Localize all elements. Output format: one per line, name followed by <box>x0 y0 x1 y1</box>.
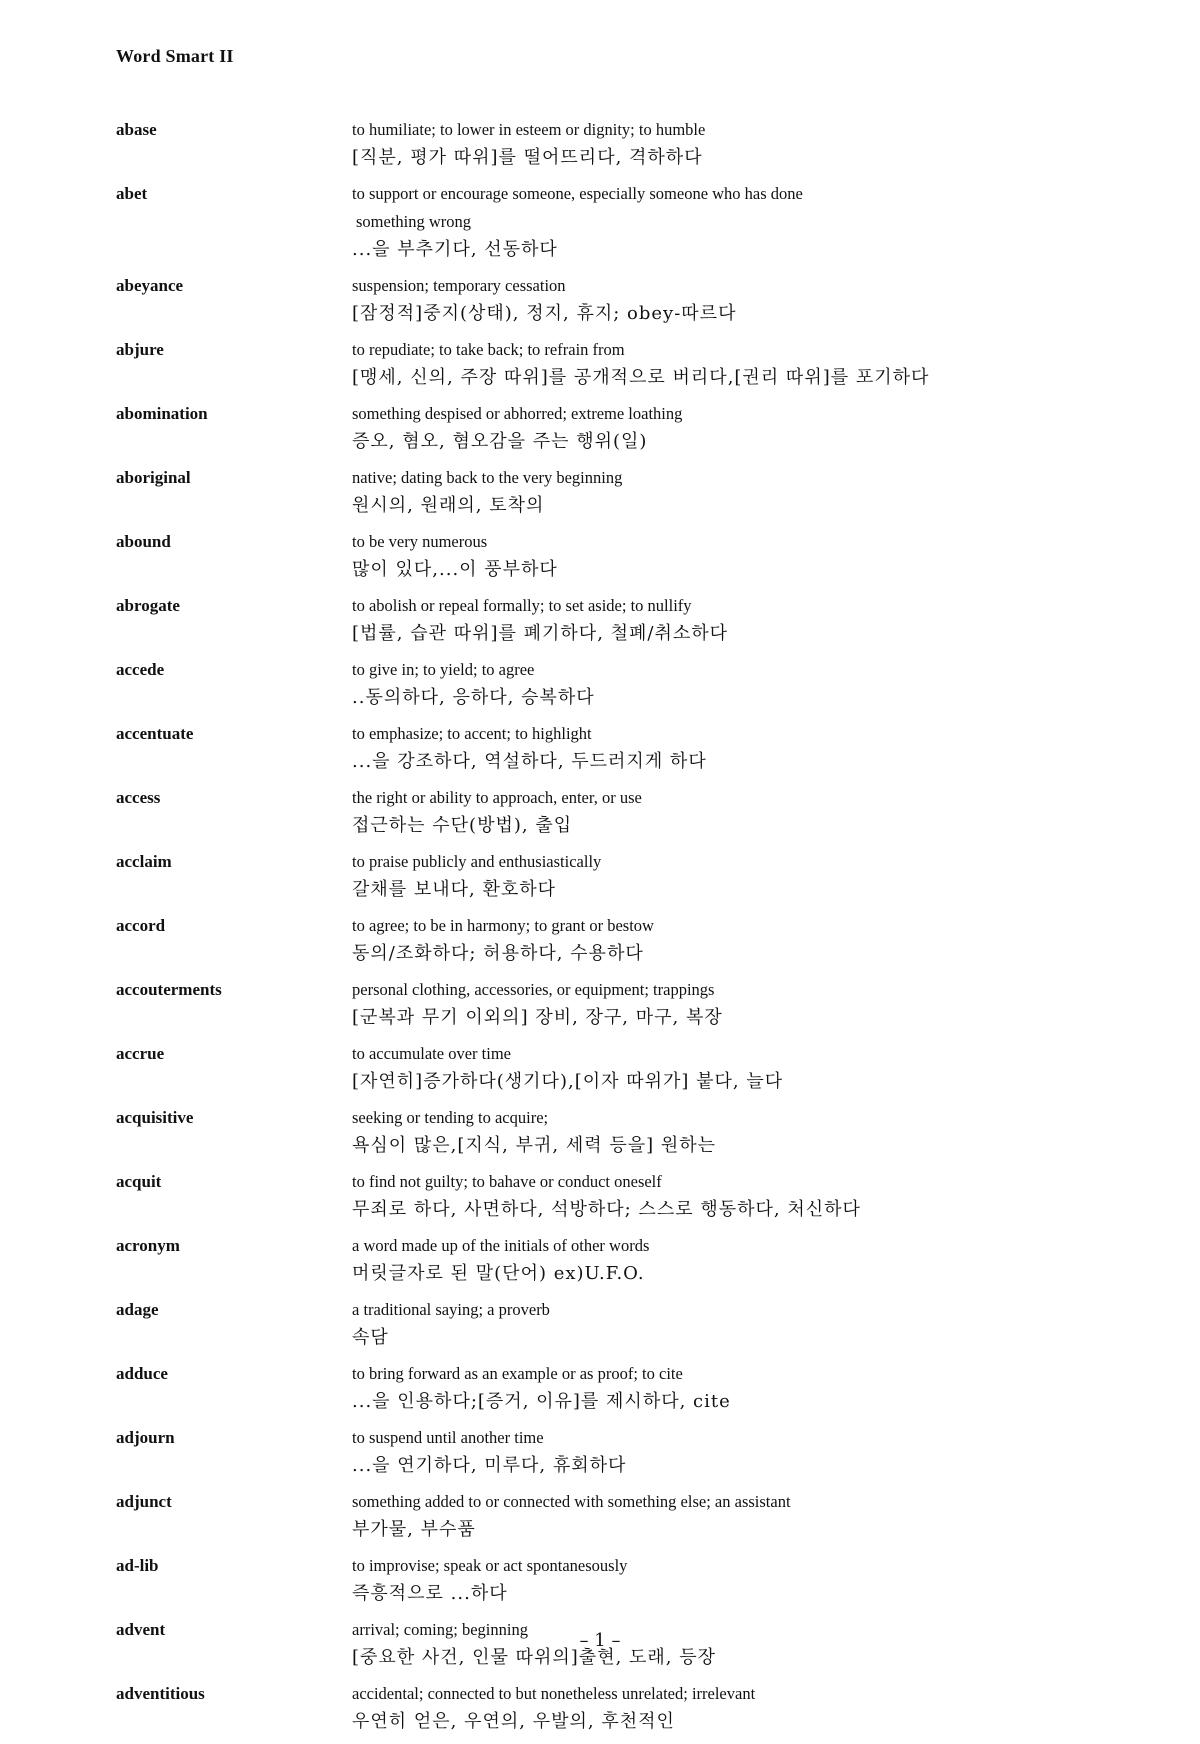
entry-acquit <box>116 1168 1116 1224</box>
entry-term: acclaim <box>116 852 172 871</box>
entry-adjourn <box>116 1424 1116 1480</box>
entry-access <box>116 784 1116 840</box>
korean-definition: ..동의하다, 응하다, 승복하다 <box>352 687 595 708</box>
entry-term: advent <box>116 1620 166 1639</box>
korean-definition: 접근하는 수단(방법), 출입 <box>352 815 573 836</box>
entry-term: accouterments <box>116 980 222 999</box>
entry-term: abound <box>116 532 171 551</box>
english-definition: to improvise; speak or act spontanesously <box>352 1556 628 1575</box>
korean-definition: 원시의, 원래의, 토착의 <box>352 495 545 516</box>
entry-term: acronym <box>116 1236 180 1255</box>
entry-term: access <box>116 788 161 807</box>
entry-abound <box>116 528 1116 584</box>
entry-aboriginal <box>116 464 1116 520</box>
korean-definition: 무죄로 하다, 사면하다, 석방하다; 스스로 행동하다, 처신하다 <box>352 1199 861 1220</box>
entry-definition <box>352 848 1116 904</box>
entry-accentuate <box>116 720 1116 776</box>
english-definition: to suspend until another time <box>352 1428 544 1447</box>
entry-adduce <box>116 1360 1116 1416</box>
entry-definition <box>352 1104 1116 1160</box>
entry-term: adjunct <box>116 1492 172 1511</box>
entry-definition <box>352 180 1116 264</box>
entry-term: abomination <box>116 404 208 423</box>
entry-list <box>116 116 1116 1744</box>
entry-term: acquit <box>116 1172 162 1191</box>
entry-definition <box>352 116 1116 172</box>
entry-definition <box>352 1552 1116 1608</box>
english-definition-continued: something wrong <box>356 212 472 231</box>
entry-accouterments <box>116 976 1116 1032</box>
korean-definition: 갈채를 보내다, 환호하다 <box>352 879 557 900</box>
entry-term: adduce <box>116 1364 168 1383</box>
entry-term: abet <box>116 184 148 203</box>
korean-definition: 욕심이 많은,[지식, 부귀, 세력 등을] 원하는 <box>352 1135 717 1156</box>
entry-definition <box>352 976 1116 1032</box>
entry-definition <box>352 1168 1116 1224</box>
korean-definition: [잠정적]중지(상태), 정지, 휴지; obey-따르다 <box>352 303 737 324</box>
entry-term: acquisitive <box>116 1108 194 1127</box>
english-definition: accidental; connected to but nonetheless unrelated; irrelevant <box>352 1684 756 1703</box>
english-definition: to humiliate; to lower in esteem or dignity; to humble <box>352 120 706 139</box>
entry-definition <box>352 1040 1116 1096</box>
entry-definition <box>352 912 1116 968</box>
entry-accede <box>116 656 1116 712</box>
entry-term: abrogate <box>116 596 180 615</box>
entry-acclaim <box>116 848 1116 904</box>
korean-definition: [자연히]증가하다(생기다),[이자 따위가] 붙다, 늘다 <box>352 1071 784 1092</box>
entry-definition <box>352 1488 1116 1544</box>
korean-definition: [군복과 무기 이외의] 장비, 장구, 마구, 복장 <box>352 1007 723 1028</box>
english-definition: native; dating back to the very beginning <box>352 468 623 487</box>
english-definition: to find not guilty; to bahave or conduct oneself <box>352 1172 662 1191</box>
korean-definition: 부가물, 부수품 <box>352 1519 476 1540</box>
english-definition: to support or encourage someone, especially someone who has done <box>352 184 803 203</box>
english-definition: a traditional saying; a proverb <box>352 1300 550 1319</box>
korean-definition: 우연히 얻은, 우연의, 우발의, 후천적인 <box>352 1711 675 1732</box>
entry-definition <box>352 1360 1116 1416</box>
english-definition: to give in; to yield; to agree <box>352 660 535 679</box>
entry-term: accrue <box>116 1044 165 1063</box>
entry-definition <box>352 464 1116 520</box>
entry-acronym <box>116 1232 1116 1288</box>
entry-definition <box>352 528 1116 584</box>
korean-definition: 많이 있다,...이 풍부하다 <box>352 559 558 580</box>
english-definition: to repudiate; to take back; to refrain from <box>352 340 625 359</box>
korean-definition: ...을 인용하다;[증거, 이유]를 제시하다, cite <box>352 1391 731 1412</box>
english-definition: seeking or tending to acquire; <box>352 1108 549 1127</box>
entry-definition <box>352 1296 1116 1352</box>
english-definition: the right or ability to approach, enter, or use <box>352 788 642 807</box>
entry-ad-lib <box>116 1552 1116 1608</box>
entry-adage <box>116 1296 1116 1352</box>
entry-adjunct <box>116 1488 1116 1544</box>
english-definition: to emphasize; to accent; to highlight <box>352 724 592 743</box>
english-definition: personal clothing, accessories, or equipment; trappings <box>352 980 715 999</box>
entry-term: ad-lib <box>116 1556 159 1575</box>
korean-definition: [법률, 습관 따위]를 폐기하다, 철폐/취소하다 <box>352 623 729 644</box>
english-definition: arrival; coming; beginning <box>352 1620 528 1639</box>
korean-definition: [직분, 평가 따위]를 떨어뜨리다, 격하하다 <box>352 147 703 168</box>
entry-term: accede <box>116 660 165 679</box>
english-definition: to agree; to be in harmony; to grant or bestow <box>352 916 654 935</box>
english-definition: to accumulate over time <box>352 1044 511 1063</box>
entry-definition <box>352 272 1116 328</box>
entry-definition <box>352 400 1116 456</box>
entry-term: abjure <box>116 340 164 359</box>
korean-definition: 동의/조화하다; 허용하다, 수용하다 <box>352 943 644 964</box>
entry-definition <box>352 784 1116 840</box>
english-definition: to be very numerous <box>352 532 488 551</box>
entry-adventitious <box>116 1680 1116 1736</box>
entry-term: accentuate <box>116 724 194 743</box>
korean-definition: 즉흥적으로 ...하다 <box>352 1583 508 1604</box>
entry-term: adage <box>116 1300 159 1319</box>
entry-abeyance <box>116 272 1116 328</box>
entry-definition <box>352 592 1116 648</box>
english-definition: to praise publicly and enthusiastically <box>352 852 602 871</box>
english-definition: a word made up of the initials of other words <box>352 1236 650 1255</box>
english-definition: something added to or connected with something else; an assistant <box>352 1492 791 1511</box>
entry-definition <box>352 1680 1116 1736</box>
entry-accord <box>116 912 1116 968</box>
entry-acquisitive <box>116 1104 1116 1160</box>
korean-definition: [맹세, 신의, 주장 따위]를 공개적으로 버리다,[권리 따위]를 포기하다 <box>352 367 930 388</box>
english-definition: to abolish or repeal formally; to set aside; to nullify <box>352 596 692 615</box>
entry-term: aboriginal <box>116 468 191 487</box>
korean-definition: 증오, 혐오, 혐오감을 주는 행위(일) <box>352 431 648 452</box>
korean-definition: ...을 부추기다, 선동하다 <box>352 239 558 260</box>
entry-abomination <box>116 400 1116 456</box>
english-definition: to bring forward as an example or as proof; to cite <box>352 1364 683 1383</box>
korean-definition: ...을 연기하다, 미루다, 휴회하다 <box>352 1455 627 1476</box>
entry-definition <box>352 1232 1116 1288</box>
korean-definition: [중요한 사건, 인물 따위의]출현, 도래, 등장 <box>352 1647 717 1668</box>
entry-abjure <box>116 336 1116 392</box>
entry-definition <box>352 720 1116 776</box>
entry-term: adventitious <box>116 1684 205 1703</box>
entry-definition <box>352 656 1116 712</box>
entry-definition <box>352 336 1116 392</box>
korean-definition: ...을 강조하다, 역설하다, 두드러지게 하다 <box>352 751 707 772</box>
entry-term: abeyance <box>116 276 184 295</box>
entry-term: adjourn <box>116 1428 175 1447</box>
korean-definition: 머릿글자로 된 말(단어) ex)U.F.O. <box>352 1263 645 1284</box>
english-definition: suspension; temporary cessation <box>352 276 566 295</box>
entry-term: abase <box>116 120 157 139</box>
entry-abet <box>116 180 1116 264</box>
korean-definition: 속담 <box>352 1327 389 1348</box>
entry-abase <box>116 116 1116 172</box>
entry-definition <box>352 1424 1116 1480</box>
entry-term: accord <box>116 916 166 935</box>
entry-abrogate <box>116 592 1116 648</box>
page-number: – 1 – <box>579 1630 621 1651</box>
entry-accrue <box>116 1040 1116 1096</box>
english-definition: something despised or abhorred; extreme loathing <box>352 404 683 423</box>
running-header: Word Smart II <box>116 46 234 66</box>
